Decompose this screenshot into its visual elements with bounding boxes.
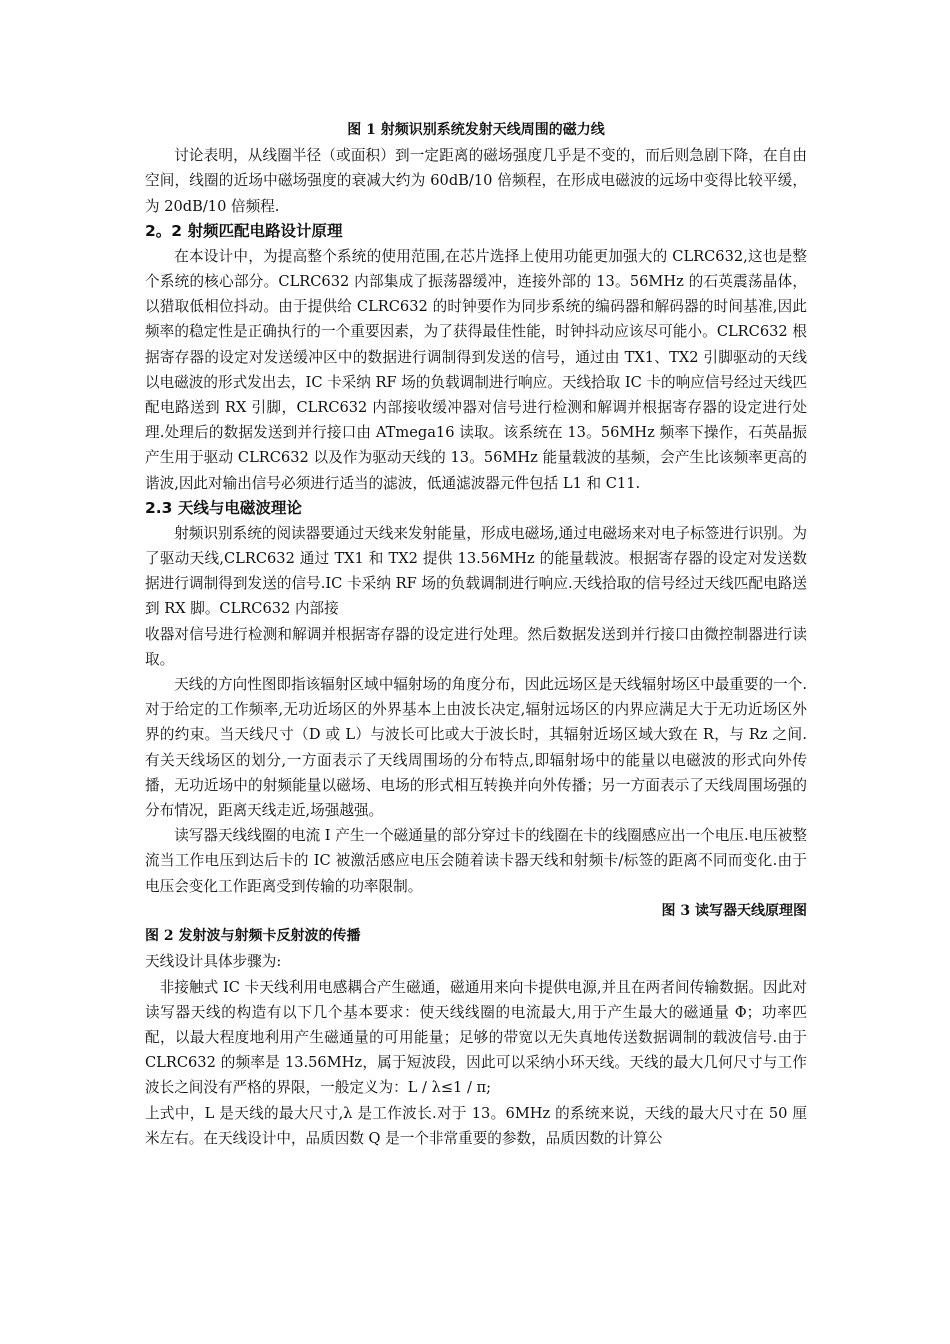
paragraph-antenna-requirements: 非接触式 IC 卡天线利用电感耦合产生磁通，磁通用来向卡提供电源,并且在两者间传输数据。因此对读写器天线的构造有以下几个基本要求：使天线线圈的电流最大,用于产生最大的磁通量 Φ；功率匹配，以最大程度地利用产生磁通量的可用能量；足够的带宽以无失真地传送数据调制的载波信号.由于 CLRC632 的频率是 13.56MHz，属于短波段，因此可以采纳小环天线。天线的最大几何尺寸与工作波长之间没有严格的界限，一般定义为：L / λ≤1 / π; [145, 978, 807, 1097]
section-heading-2-3: 2.3 天线与电磁波理论 [145, 498, 302, 517]
paragraph-matching-circuit: 在本设计中，为提高整个系统的使用范围,在芯片选择上使用功能更加强大的 CLRC632,这也是整个系统的核心部分。CLRC632 内部集成了振荡器缓冲，连接外部的 13。56MHz 的石英震荡晶体，以猎取低相位抖动。由于提供给 CLRC632 的时钟要作为同步系统的编码器和解码器的时间基准,因此频率的稳定性是正确执行的一个重要因素，为了获得最佳性能，时钟抖动应该尽可能小。CLRC632 根据寄存器的设定对发送缓冲区中的数据进行调制得到发送的信号，通过由 TX1、TX2 引脚驱动的天线以电磁波的形式发出去，IC 卡采纳 RF 场的负载调制进行响应。天线拾取 IC 卡的响应信号经过天线匹配电路送到 RX 引脚，CLRC632 内部接收缓冲器对信号进行检测和解调并根据寄存器的设定进行处理.处理后的数据发送到并行接口由 ATmega16 读取。该系统在 13。56MHz 频率下操作，石英晶振产生用于驱动 CLRC632 以及作为驱动天线的 13。56MHz 能量载波的基频，会产生比该频率更高的谐波,因此对输出信号必须进行适当的滤波，低通滤波器元件包括 L1 和 C11. [145, 247, 807, 492]
paragraph-radiation-pattern: 天线的方向性图即指该辐射区域中辐射场的角度分布，因此远场区是天线辐射场区中最重要的一个.对于给定的工作频率,无功近场区的外界基本上由波长决定,辐射远场区的内界应满足大于无功近场区外界的约束。当天线尺寸（D 或 L）与波长可比或大于波长时，其辐射近场区域大致在 R，与 Rz 之间.有关天线场区的划分,一方面表示了天线周围场的分布特点,即辐射场中的能量以电磁波的形式向外传播，无功近场中的射频能量以磁场、电场的形式相互转换并向外传播；另一方面表示了天线周围场强的分布情况，距离天线走近,场强越强。 [145, 676, 807, 820]
paragraph-antenna-size: 上式中，L 是天线的最大尺寸,λ 是工作波长.对于 13。6MHz 的系统来说，天线的最大尺寸在 50 厘米左右。在天线设计中，品质因数 Q 是一个非常重要的参数，品质因数的计算公 [145, 1104, 807, 1147]
paragraph-reader-coil: 读写器天线线圈的电流 I 产生一个磁通量的部分穿过卡的线圈在卡的线圈感应出一个电压.电压被整流当工作电压到达后卡的 IC 被激活感应电压会随着读卡器天线和射频卡/标签的距离不同而变化.由于电压会变化工作距离受到传输的功率限制。 [145, 827, 807, 895]
figure-1-caption: 图 1 射频识别系统发射天线周围的磁力线 [347, 122, 605, 138]
document-page [145, 118, 807, 1151]
figure-3-caption: 图 3 读写器天线原理图 [661, 902, 807, 919]
paragraph-antenna-intro-continued: 收器对信号进行检测和解调并根据寄存器的设定进行处理。然后数据发送到并行接口由微控制器进行读取。 [145, 625, 807, 668]
paragraph-magnetic-field: 讨论表明，从线圈半径（或面积）到一定距离的磁场强度几乎是不变的，而后则急剧下降，在自由空间，线圈的近场中磁场强度的衰减大约为 60dB/10 倍频程，在形成电磁波的远场中变得比较平缓，为 20dB/10 倍频程. [145, 147, 807, 215]
figure-2-caption: 图 2 发射波与射频卡反射波的传播 [145, 928, 361, 945]
paragraph-antenna-intro: 射频识别系统的阅读器要通过天线来发射能量，形成电磁场,通过电磁场来对电子标签进行识别。为了驱动天线,CLRC632 通过 TX1 和 TX2 提供 13.56MHz 的能量载波。根据寄存器的设定对发送数据进行调制得到发送的信号.IC 卡采纳 RF 场的负载调制进行响应.天线拾取的信号经过天线匹配电路送到 RX 脚。CLRC632 内部接 [145, 524, 807, 618]
paragraph-design-steps: 天线设计具体步骤为: [145, 953, 282, 971]
section-heading-2-2: 2。2 射频匹配电路设计原理 [145, 221, 343, 240]
